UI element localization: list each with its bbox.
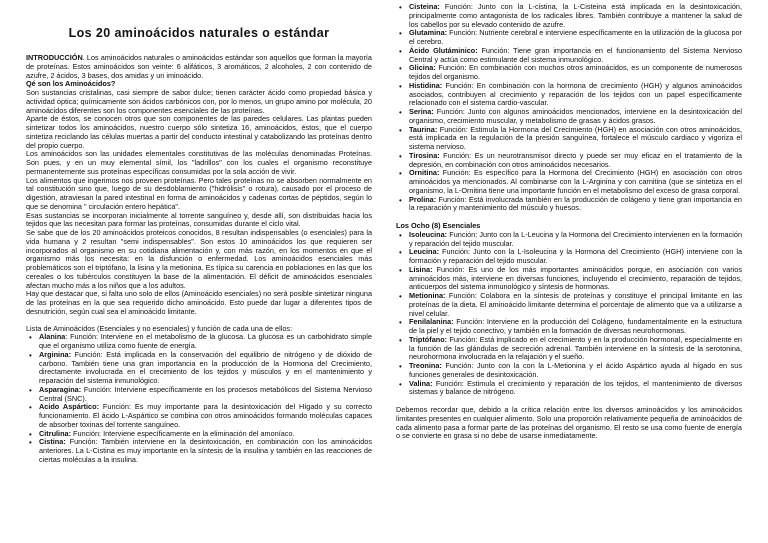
closing-paragraph: Debemos recordar que, debido a la crítica relación entre los diversos aminoácidos y los aminoácidos limitantes presentes en cualquier alimento. Solo una proporción relativamente pequeña de aminoácidos de cada alimento pasa a formar parte de las proteínas del organismo. El resto se usa como fuente de energía o se convierte en grasa si no debe de usarse inmediatamente. bbox=[396, 405, 742, 441]
amino-list-left bbox=[26, 333, 372, 464]
amino-text: Función: Está involucrada también en la producción de colágeno y tiene gran importancia en la reparación y mantenimiento del músculo y huesos. bbox=[409, 194, 742, 213]
amino-text: Función: Junto con algunos aminoácidos mencionados, interviene en la desintoxicación del organismo, crecimiento muscular, y metabolismo de grasas y ácidos grasos. bbox=[409, 107, 742, 125]
list-item bbox=[409, 82, 742, 108]
paragraph: Los aminoácidos son las unidades elementales constitutivas de las moléculas denominadas Proteínas. Son pues, y en un muy elemental símil, los "ladrillos" con los cuales el organismo reconstituye permanentemente sus proteínas específicas consumidas por la sola acción de vivir. bbox=[26, 149, 372, 176]
section-heading: Los Ocho (8) Esenciales bbox=[396, 221, 481, 230]
amino-name: Asparagina: bbox=[39, 384, 82, 394]
list-item bbox=[409, 196, 742, 214]
list-item bbox=[409, 248, 742, 266]
amino-text: Función: Es uno de los más importantes aminoácidos porque, en asociación con varios aminoácidos más, interviene en diversas funciones, incluyendo el crecimiento, reparación de tejidos, anticuerpos del sistema inmunológico y síntesis de hormonas. bbox=[409, 264, 742, 292]
list-item bbox=[409, 318, 742, 336]
amino-name: Leucina: bbox=[409, 247, 440, 257]
paragraph: Esas sustancias se incorporan inicialmente al torrente sanguíneo y, desde allí, son distribuidas hacia los tejidos que las necesitan para formar las proteínas, consumidas durante el ciclo vital. bbox=[26, 210, 372, 229]
amino-name: Ácido Glutáminico: bbox=[409, 45, 478, 55]
amino-name: Cistina: bbox=[39, 437, 66, 447]
list-item bbox=[409, 231, 742, 249]
paragraph: Hay que destacar que, si falta uno solo de ellos (Aminoácido esenciales) no será posible sintetizar ninguna de las proteínas en la que sea requerido dicho aminoácido. Esto puede dar lugar a diferentes tipos de desnutrición, según cual sea el aminoácido limitante. bbox=[26, 289, 372, 316]
list-item bbox=[39, 438, 372, 464]
amino-text: Función: Nutriente cerebral e interviene específicamente en la utilización de la glucosa por el cerebro. bbox=[409, 28, 742, 46]
amino-text: Función: Junto con la L-cistina, la L-Cisteina está implicada en la desintoxicación, principalmente como antagonista de los radicales libres. También contribuye a mantener la salud de los cabellos por su elevado contenido de azufre. bbox=[409, 2, 742, 29]
list-item bbox=[409, 266, 742, 292]
list-item bbox=[39, 403, 372, 429]
list-item bbox=[39, 333, 372, 351]
amino-name: Prolina: bbox=[409, 194, 437, 204]
section-heading: Qé son los Aminoácidos? bbox=[26, 79, 116, 89]
amino-name: Metionina: bbox=[409, 291, 446, 300]
amino-text: Función: Interviene específicamente en la eliminación del amoníaco. bbox=[71, 428, 295, 438]
amino-text: Función: En combinación con la hormona de crecimiento (HGH) y algunos aminoácidos asociados, contribuyen al crecimiento y reparación de los tejidos con un papel específicamente relacionado con el sistema cardio-vascular. bbox=[409, 80, 742, 108]
amino-text: Función: Es muy importante para la desintoxicación del Hígado y su correcto funcionamiento. El ácido L-Aspártico se combina con otros aminoácidos formando moléculas capaces de absorber toxinas del torrente sanguíneo. bbox=[39, 402, 372, 429]
list-item bbox=[409, 336, 742, 362]
amino-name: Tirosina: bbox=[409, 150, 440, 160]
amino-name: Ornitina: bbox=[409, 168, 440, 178]
amino-name: Arginina: bbox=[39, 349, 72, 359]
list-item bbox=[409, 169, 742, 195]
amino-text: Función: Tiene gran importancia en el funcionamiento del Sistema Nervioso Central y actúa como estimulante del sistema inmunológico. bbox=[409, 45, 743, 64]
amino-name: Histidina: bbox=[409, 80, 443, 90]
list-item bbox=[39, 351, 372, 386]
paragraph: Son sustancias cristalinas, casi siempre de sabor dulce; tienen carácter ácido como propiedad básica y actividad óptica; químicamente son ácidos carbónicos con, por lo menos, un grupo amino por molécula, 20 aminoácidos diferentes son los componentes esenciales de las proteínas. bbox=[26, 88, 372, 115]
list-item bbox=[409, 292, 742, 318]
list-item bbox=[409, 152, 742, 170]
amino-name: Alanina bbox=[39, 332, 66, 342]
amino-name: Fenilalanina: bbox=[409, 317, 454, 327]
list-item bbox=[39, 386, 372, 404]
amino-name: Lisina: bbox=[409, 264, 433, 274]
amino-text: Función: Estimula el crecimiento y reparación de los tejidos, el mantenimiento de diversos sistemas y balance de nitrógeno. bbox=[409, 378, 742, 397]
amino-name: Isoleucina: bbox=[409, 229, 448, 239]
right-column bbox=[396, 0, 742, 543]
amino-text: Función: Interviene en la producción del Colágeno, fundamentalmente en la estructura de la piel y el tejido conectivo, y también en la formación de diversas neurohormonas. bbox=[409, 317, 742, 335]
list-item bbox=[409, 362, 742, 380]
paragraph: Los alimentos que ingerimos nos proveen proteínas. Pero tales proteínas no se absorben normalmente en tal constitución sino que, luego de su desdoblamiento ("hidrólisis" o rotura), causado por el proceso de digestión, atraviesan la pared intestinal en forma de aminoácidos y cadenas cortas de péptidos, según lo que se denomina " circulación entero hepática". bbox=[26, 175, 372, 211]
amino-text: Función: Es específico para la Hormona del Crecimiento (HGH) en asociación con otros aminoácidos ya mencionados. Al combinarse con la L-Arginina y con carnitina (que se sintetiza en el organismo, la L-Ornitina tiene una importante función en el metabolismo del exceso de grasa corporal. bbox=[409, 168, 742, 195]
amino-text: Función: Es un neurotransmisor directo y puede ser muy eficaz en el tratamiento de la depresión, en combinación con otros aminoácidos necesarios. bbox=[409, 150, 742, 169]
amino-name: Taurina: bbox=[409, 124, 438, 134]
amino-name: Acido Aspártico: bbox=[39, 402, 100, 412]
amino-name: Treonina: bbox=[409, 361, 442, 370]
amino-text: Función: En combinación con muchos otros aminoácidos, es un componente de numerosos tejidos del organismo. bbox=[409, 63, 742, 81]
amino-name: Valina: bbox=[409, 378, 433, 388]
amino-text: Función: Está implicada en la conservación del equilibrio de nitrógeno y de dióxido de carbono. También tiene una gran importancia en la producción de la Hormona del Crecimiento, directamente involucrada en el crecimiento de los tejidos y músculos y en el mantenimiento y reparación del sistema inmunológico. bbox=[39, 349, 372, 385]
amino-text: Función: También interviene en la desintoxicación, en combinación con los aminoácidos anteriores. La L-Cistina es muy importante en la síntesis de la insulina y también en las reacciones de ciertas moléculas a la insulina. bbox=[39, 437, 372, 464]
paragraph: Aparte de éstos, se conocen otros que son componentes de las paredes celulares. Las plantas pueden sintetizar todos los aminoácidos, nuestro cuerpo sólo sintetiza 16, aminoácidos, éstos, que el cuerpo sintetiza reciclando las células muertas a partir del conducto intestinal y catabolizando las proteínas dentro del propio cuerpo. bbox=[26, 114, 372, 150]
amino-text: Función: Junto con la con la L-Metionina y el ácido Aspártico ayuda al hígado en sus funciones generales de desintoxicación. bbox=[409, 361, 742, 379]
list-item bbox=[409, 64, 742, 82]
list-intro: Lista de Aminoácidos (Esenciales y no esenciales) y función de cada una de ellos: bbox=[26, 323, 293, 333]
amino-text: Función: Estimula la Hormona del Crecimiento (HGH) en asociación con otros aminoácidos, está implicada en la regulación de la presión sanguínea, fortalece el músculo cardiaco y vigoriza el sistema nervioso. bbox=[409, 124, 742, 151]
amino-name: Serina: bbox=[409, 107, 434, 116]
intro-label: INTRODUCCIÓN bbox=[26, 53, 83, 62]
amino-text: Función: Colabora en la síntesis de proteínas y constituye el principal limitante en las proteínas de la dieta. El aminoácido limitante determina el porcentaje de alimento que va a utilizarse a nivel celular. bbox=[409, 291, 742, 318]
amino-name: Glutamina: bbox=[409, 28, 448, 38]
page-title: Los 20 aminoácidos naturales o estándar bbox=[68, 26, 330, 40]
list-item bbox=[409, 126, 742, 152]
amino-name: Glicina: bbox=[409, 63, 436, 73]
amino-text: Función: Interviene específicamente en los procesos metabólicos del Sistema Nervioso Central (SNC). bbox=[39, 384, 372, 403]
amino-text: : Función: Interviene en el metabolismo de la glucosa. La glucosa es un carbohidrato simple que el organismo utiliza como fuente de energía. bbox=[39, 332, 372, 350]
amino-text: Función: Junto con la L-Isoleucina y la Hormona del Crecimiento (HGH) interviene con la formación y reparación del tejido muscular. bbox=[409, 247, 742, 265]
amino-list-right bbox=[396, 3, 742, 213]
amino-name: Cisteina: bbox=[409, 2, 440, 11]
amino-name: Citrulina: bbox=[39, 428, 72, 438]
list-item bbox=[409, 108, 742, 126]
amino-text: Función: Junto con la L-Leucina y la Hormona del Crecimiento intervienen en la formación y reparación del tejido muscular. bbox=[409, 229, 742, 248]
list-item bbox=[409, 47, 742, 65]
essential-list bbox=[396, 231, 742, 397]
list-item bbox=[409, 29, 742, 47]
paragraph: Se sabe que de los 20 aminoácidos proteicos conocidos, 8 resultan indispensables (o esenciales) para la vida humana y 2 resultan "semi indispensables". Son estos 10 aminoácidos los que requieren ser incorporados al organismo en su cotidiana alimentación y, con más razón, en los momentos en que el organismo más los necesita: en la disfunción o enfermedad. Los aminoácidos esenciales más problemáticos son el triptófano, la lisina y la metionina. Es típica su carencia en poblaciones en las que los cereales o los tubérculos constituyen la base de la alimentación. El déficit de aminoácidos esenciales afectan mucho más a los niños que a los adultos. bbox=[26, 228, 372, 290]
intro-text: . Los aminoácidos naturales o aminoácidos estándar son aquellos que forman la mayoría de proteínas. Estos aminoácidos son veinte: 6 alifáticos, 3 aromáticos, 2 alcoholes, 2 con contenido de azufre, 2 ácidos, 3 bases, dos amidas y un iminoácido. bbox=[26, 53, 372, 80]
list-item bbox=[409, 380, 742, 398]
intro-paragraph bbox=[26, 54, 372, 80]
left-column bbox=[26, 0, 372, 543]
list-item bbox=[409, 3, 742, 29]
amino-name: Triptófano: bbox=[409, 334, 448, 344]
amino-text: Función: Está implicado en el crecimiento y en la producción hormonal, especialmente en la función de las glándulas de secreción adrenal. También interviene en la síntesis de la serotonina, neurohormona involucrada en la relajación y el sueño. bbox=[409, 334, 742, 362]
